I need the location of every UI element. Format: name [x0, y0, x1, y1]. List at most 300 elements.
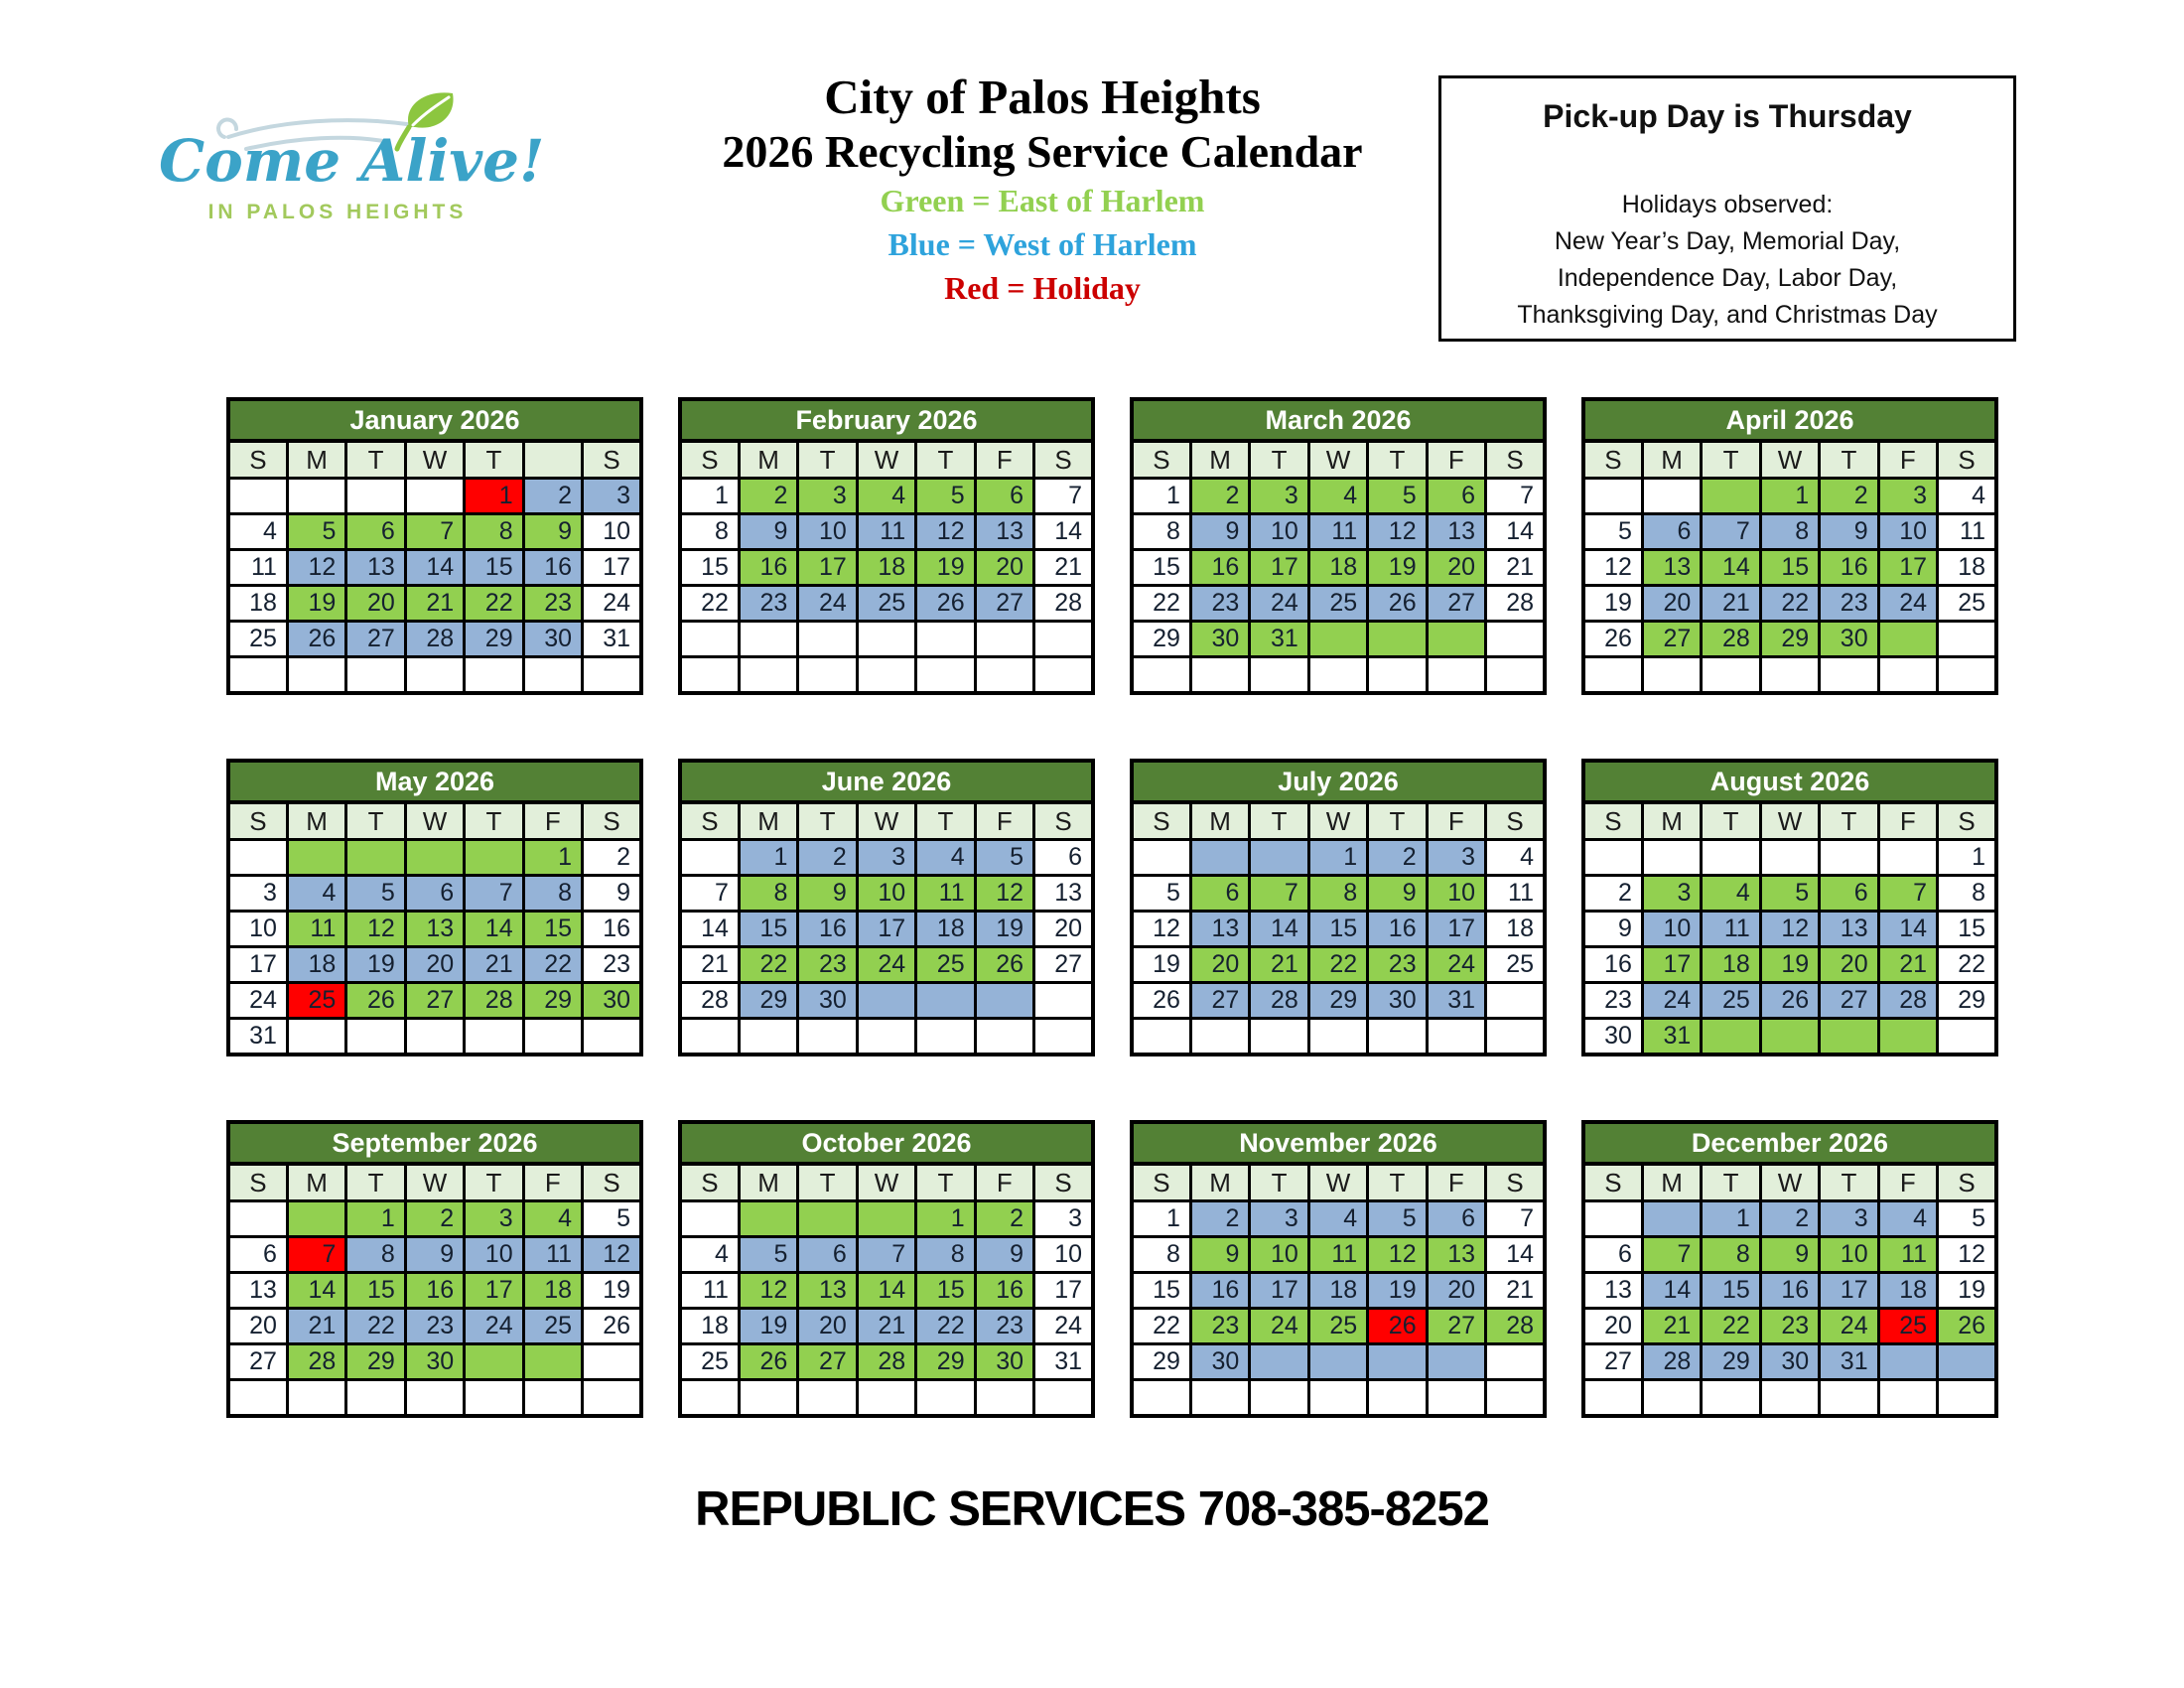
- day-cell-empty: [857, 622, 915, 657]
- weekday-header: [523, 441, 582, 479]
- day-cell-empty: [523, 1380, 582, 1417]
- day-cell-2: 2: [975, 1201, 1033, 1237]
- weekday-header: S: [1486, 1164, 1545, 1201]
- day-cell-23: 23: [1583, 983, 1642, 1019]
- week-row: [1583, 622, 1996, 657]
- day-cell-23: 23: [405, 1309, 464, 1344]
- day-cell-24: 24: [1034, 1309, 1093, 1344]
- week-row: [1132, 1309, 1545, 1344]
- day-cell-5: 5: [1583, 514, 1642, 550]
- day-cell-empty: [739, 1201, 797, 1237]
- day-cell-14: 14: [1486, 1237, 1545, 1273]
- day-cell-empty: [1368, 1019, 1427, 1055]
- day-cell-empty: [1878, 1380, 1937, 1417]
- day-cell-26: 26: [1760, 983, 1819, 1019]
- day-cell-7: 7: [1250, 876, 1308, 912]
- day-cell-11: 11: [523, 1237, 582, 1273]
- day-cell-11: 11: [680, 1273, 739, 1309]
- day-cell-12: 12: [1132, 912, 1190, 947]
- day-cell-empty: [975, 657, 1033, 694]
- day-cell-13: 13: [798, 1273, 857, 1309]
- month-february: [678, 397, 1095, 695]
- weekday-header: W: [1760, 1164, 1819, 1201]
- day-cell-10: 10: [798, 514, 857, 550]
- day-cell-empty: [1702, 840, 1760, 876]
- day-cell-empty: [523, 657, 582, 694]
- day-cell-empty: [680, 1201, 739, 1237]
- day-cell-19: 19: [975, 912, 1033, 947]
- day-cell-4: 4: [916, 840, 975, 876]
- day-cell-empty: [1034, 983, 1093, 1019]
- day-cell-empty: [1368, 1344, 1427, 1380]
- week-row: [1583, 983, 1996, 1019]
- day-cell-empty: [287, 1019, 345, 1055]
- month-title: July 2026: [1130, 759, 1547, 800]
- day-cell-21: 21: [1250, 947, 1308, 983]
- day-cell-10: 10: [1820, 1237, 1878, 1273]
- day-cell-7: 7: [405, 514, 464, 550]
- weekday-header: T: [916, 802, 975, 840]
- day-cell-25: 25: [287, 983, 345, 1019]
- day-cell-22: 22: [1702, 1309, 1760, 1344]
- day-cell-9: 9: [1190, 514, 1249, 550]
- day-cell-empty: [1583, 1380, 1642, 1417]
- week-row: [680, 586, 1093, 622]
- month-table: [1581, 439, 1998, 695]
- title-block: [635, 70, 1449, 310]
- week-row: [1132, 1344, 1545, 1380]
- day-cell-empty: [1878, 622, 1937, 657]
- day-cell-1: 1: [1702, 1201, 1760, 1237]
- day-cell-empty: [1427, 622, 1485, 657]
- day-cell-4: 4: [1938, 479, 1996, 514]
- weekday-header: S: [1132, 1164, 1190, 1201]
- holidays-observed-text: [1441, 187, 2013, 334]
- day-cell-1: 1: [680, 479, 739, 514]
- day-cell-29: 29: [465, 622, 523, 657]
- day-cell-10: 10: [583, 514, 641, 550]
- week-row: [1132, 514, 1545, 550]
- week-row: [680, 912, 1093, 947]
- day-cell-empty: [1034, 1380, 1093, 1417]
- day-cell-9: 9: [1583, 912, 1642, 947]
- day-cell-empty: [1583, 657, 1642, 694]
- weekday-header: S: [1034, 1164, 1093, 1201]
- day-cell-empty: [798, 657, 857, 694]
- day-cell-20: 20: [228, 1309, 287, 1344]
- day-cell-6: 6: [346, 514, 405, 550]
- day-cell-7: 7: [465, 876, 523, 912]
- day-cell-22: 22: [916, 1309, 975, 1344]
- day-cell-10: 10: [1427, 876, 1485, 912]
- weekday-header: T: [1368, 441, 1427, 479]
- day-cell-20: 20: [1190, 947, 1249, 983]
- day-cell-12: 12: [739, 1273, 797, 1309]
- day-cell-30: 30: [523, 622, 582, 657]
- weekday-header: S: [1938, 1164, 1996, 1201]
- day-cell-15: 15: [1702, 1273, 1760, 1309]
- day-cell-empty: [1938, 1380, 1996, 1417]
- day-cell-8: 8: [1938, 876, 1996, 912]
- day-cell-empty: [680, 1380, 739, 1417]
- day-cell-3: 3: [1034, 1201, 1093, 1237]
- day-cell-empty: [1702, 479, 1760, 514]
- day-cell-empty: [857, 983, 915, 1019]
- week-row: [228, 550, 641, 586]
- day-cell-17: 17: [1878, 550, 1937, 586]
- week-row: [680, 947, 1093, 983]
- day-cell-empty: [583, 1380, 641, 1417]
- day-cell-11: 11: [1878, 1237, 1937, 1273]
- day-cell-empty: [1760, 657, 1819, 694]
- day-cell-empty: [680, 840, 739, 876]
- weekday-header: T: [1820, 441, 1878, 479]
- day-cell-empty: [1702, 1019, 1760, 1055]
- week-row: [1583, 657, 1996, 694]
- weekday-header: T: [346, 802, 405, 840]
- day-cell-empty: [916, 1380, 975, 1417]
- day-cell-30: 30: [798, 983, 857, 1019]
- day-cell-15: 15: [523, 912, 582, 947]
- day-cell-8: 8: [916, 1237, 975, 1273]
- month-title: March 2026: [1130, 397, 1547, 439]
- day-cell-empty: [1486, 1019, 1545, 1055]
- day-cell-empty: [405, 1019, 464, 1055]
- weekday-header: W: [1308, 802, 1367, 840]
- day-cell-23: 23: [1190, 1309, 1249, 1344]
- day-cell-26: 26: [975, 947, 1033, 983]
- month-title: December 2026: [1581, 1120, 1998, 1162]
- day-cell-28: 28: [1034, 586, 1093, 622]
- day-cell-empty: [1642, 1380, 1701, 1417]
- day-cell-27: 27: [798, 1344, 857, 1380]
- day-cell-21: 21: [1034, 550, 1093, 586]
- day-cell-23: 23: [1368, 947, 1427, 983]
- day-cell-24: 24: [1250, 1309, 1308, 1344]
- day-cell-6: 6: [1583, 1237, 1642, 1273]
- day-cell-19: 19: [1368, 550, 1427, 586]
- day-cell-empty: [975, 983, 1033, 1019]
- color-legend: [635, 179, 1449, 310]
- day-cell-empty: [583, 1019, 641, 1055]
- day-cell-17: 17: [1250, 550, 1308, 586]
- day-cell-19: 19: [1583, 586, 1642, 622]
- week-row: [1583, 912, 1996, 947]
- day-cell-10: 10: [1250, 1237, 1308, 1273]
- day-cell-28: 28: [1702, 622, 1760, 657]
- day-cell-empty: [1938, 657, 1996, 694]
- day-cell-14: 14: [1642, 1273, 1701, 1309]
- day-cell-empty: [1132, 657, 1190, 694]
- day-cell-18: 18: [1308, 550, 1367, 586]
- day-cell-13: 13: [1583, 1273, 1642, 1309]
- day-cell-9: 9: [1190, 1237, 1249, 1273]
- day-cell-29: 29: [1938, 983, 1996, 1019]
- day-cell-29: 29: [1132, 622, 1190, 657]
- day-cell-24: 24: [583, 586, 641, 622]
- day-cell-empty: [1642, 840, 1701, 876]
- day-cell-empty: [1878, 1019, 1937, 1055]
- day-cell-9: 9: [1760, 1237, 1819, 1273]
- day-cell-23: 23: [1820, 586, 1878, 622]
- week-row: [1132, 1273, 1545, 1309]
- day-cell-26: 26: [739, 1344, 797, 1380]
- day-cell-7: 7: [1034, 479, 1093, 514]
- weekday-header: F: [523, 802, 582, 840]
- day-cell-30: 30: [1190, 622, 1249, 657]
- day-cell-empty: [1702, 657, 1760, 694]
- day-cell-2: 2: [583, 840, 641, 876]
- day-cell-2: 2: [1368, 840, 1427, 876]
- week-row: [228, 840, 641, 876]
- day-cell-10: 10: [1034, 1237, 1093, 1273]
- month-november: [1130, 1120, 1547, 1418]
- week-row: [228, 657, 641, 694]
- day-cell-11: 11: [287, 912, 345, 947]
- day-cell-18: 18: [287, 947, 345, 983]
- day-cell-23: 23: [523, 586, 582, 622]
- week-row: [228, 1237, 641, 1273]
- weekday-header: W: [1308, 1164, 1367, 1201]
- day-cell-1: 1: [1132, 479, 1190, 514]
- day-cell-empty: [465, 1344, 523, 1380]
- day-cell-27: 27: [346, 622, 405, 657]
- day-cell-8: 8: [1760, 514, 1819, 550]
- day-cell-14: 14: [1250, 912, 1308, 947]
- day-cell-25: 25: [523, 1309, 582, 1344]
- weekday-header: S: [680, 1164, 739, 1201]
- day-cell-empty: [405, 657, 464, 694]
- month-october: [678, 1120, 1095, 1418]
- day-cell-28: 28: [405, 622, 464, 657]
- day-cell-empty: [1642, 657, 1701, 694]
- day-cell-16: 16: [523, 550, 582, 586]
- day-cell-27: 27: [1583, 1344, 1642, 1380]
- day-cell-20: 20: [1427, 1273, 1485, 1309]
- weekday-header: M: [1642, 802, 1701, 840]
- week-row: [228, 586, 641, 622]
- week-row: [228, 1273, 641, 1309]
- month-table: [1130, 800, 1547, 1056]
- day-cell-empty: [739, 657, 797, 694]
- day-cell-14: 14: [1878, 912, 1937, 947]
- day-cell-5: 5: [1938, 1201, 1996, 1237]
- weekday-header: F: [523, 1164, 582, 1201]
- day-cell-3: 3: [1878, 479, 1937, 514]
- weekday-header: M: [739, 802, 797, 840]
- day-cell-4: 4: [1308, 479, 1367, 514]
- day-cell-1: 1: [1760, 479, 1819, 514]
- day-cell-empty: [1938, 622, 1996, 657]
- day-cell-17: 17: [465, 1273, 523, 1309]
- day-cell-28: 28: [287, 1344, 345, 1380]
- day-cell-28: 28: [1486, 586, 1545, 622]
- day-cell-empty: [680, 657, 739, 694]
- day-cell-empty: [1250, 1380, 1308, 1417]
- day-cell-6: 6: [228, 1237, 287, 1273]
- day-cell-28: 28: [465, 983, 523, 1019]
- week-row: [680, 1019, 1093, 1055]
- day-cell-16: 16: [1760, 1273, 1819, 1309]
- day-cell-10: 10: [1878, 514, 1937, 550]
- month-july: [1130, 759, 1547, 1056]
- day-cell-30: 30: [975, 1344, 1033, 1380]
- day-cell-28: 28: [1250, 983, 1308, 1019]
- day-cell-12: 12: [916, 514, 975, 550]
- day-cell-22: 22: [1132, 1309, 1190, 1344]
- day-cell-7: 7: [1702, 514, 1760, 550]
- day-cell-31: 31: [1034, 1344, 1093, 1380]
- day-cell-29: 29: [1308, 983, 1367, 1019]
- day-cell-11: 11: [1938, 514, 1996, 550]
- month-table: [678, 1162, 1095, 1418]
- day-cell-15: 15: [1132, 1273, 1190, 1309]
- day-cell-5: 5: [583, 1201, 641, 1237]
- day-cell-3: 3: [1642, 876, 1701, 912]
- day-cell-13: 13: [1427, 514, 1485, 550]
- month-june: [678, 759, 1095, 1056]
- day-cell-2: 2: [1820, 479, 1878, 514]
- day-cell-22: 22: [346, 1309, 405, 1344]
- day-cell-empty: [1878, 1344, 1937, 1380]
- weekday-header: T: [1702, 441, 1760, 479]
- day-cell-empty: [1938, 1019, 1996, 1055]
- week-row: [228, 983, 641, 1019]
- day-cell-18: 18: [1486, 912, 1545, 947]
- day-cell-empty: [1368, 657, 1427, 694]
- day-cell-empty: [405, 479, 464, 514]
- day-cell-12: 12: [1938, 1237, 1996, 1273]
- day-cell-2: 2: [1190, 479, 1249, 514]
- day-cell-1: 1: [1132, 1201, 1190, 1237]
- weekday-header: F: [1427, 441, 1485, 479]
- day-cell-3: 3: [1427, 840, 1485, 876]
- weekday-header: W: [405, 802, 464, 840]
- day-cell-25: 25: [1702, 983, 1760, 1019]
- day-cell-30: 30: [1760, 1344, 1819, 1380]
- day-cell-empty: [1308, 1019, 1367, 1055]
- weekday-header: F: [975, 802, 1033, 840]
- day-cell-27: 27: [405, 983, 464, 1019]
- week-row: [680, 657, 1093, 694]
- week-row: [228, 514, 641, 550]
- month-table: [1581, 800, 1998, 1056]
- day-cell-empty: [1427, 657, 1485, 694]
- week-row: [1583, 514, 1996, 550]
- republic-services-footer: REPUBLIC SERVICES 708-385-8252: [695, 1482, 1489, 1536]
- day-cell-4: 4: [857, 479, 915, 514]
- week-row: [228, 876, 641, 912]
- day-cell-29: 29: [1702, 1344, 1760, 1380]
- day-cell-6: 6: [405, 876, 464, 912]
- day-cell-empty: [1702, 1380, 1760, 1417]
- month-table: [1581, 1162, 1998, 1418]
- day-cell-25: 25: [1878, 1309, 1937, 1344]
- day-cell-empty: [346, 840, 405, 876]
- day-cell-15: 15: [346, 1273, 405, 1309]
- day-cell-11: 11: [1308, 514, 1367, 550]
- weekday-header: S: [1938, 802, 1996, 840]
- day-cell-empty: [916, 983, 975, 1019]
- weekday-header: M: [1190, 802, 1249, 840]
- day-cell-26: 26: [916, 586, 975, 622]
- weekday-header: S: [228, 802, 287, 840]
- weekday-header: S: [1583, 802, 1642, 840]
- day-cell-4: 4: [1878, 1201, 1937, 1237]
- day-cell-21: 21: [1486, 1273, 1545, 1309]
- day-cell-1: 1: [1308, 840, 1367, 876]
- day-cell-17: 17: [857, 912, 915, 947]
- day-cell-9: 9: [523, 514, 582, 550]
- day-cell-17: 17: [228, 947, 287, 983]
- week-row: [1583, 1309, 1996, 1344]
- week-row: [1132, 657, 1545, 694]
- day-cell-16: 16: [1190, 550, 1249, 586]
- day-cell-12: 12: [1368, 1237, 1427, 1273]
- day-cell-2: 2: [1583, 876, 1642, 912]
- week-row: [228, 479, 641, 514]
- week-row: [680, 1309, 1093, 1344]
- day-cell-empty: [1427, 1380, 1485, 1417]
- day-cell-26: 26: [1368, 586, 1427, 622]
- day-cell-22: 22: [1132, 586, 1190, 622]
- month-table: [226, 439, 643, 695]
- day-cell-19: 19: [1368, 1273, 1427, 1309]
- day-cell-empty: [798, 1380, 857, 1417]
- day-cell-25: 25: [1938, 586, 1996, 622]
- day-cell-21: 21: [287, 1309, 345, 1344]
- week-row: [228, 1380, 641, 1417]
- day-cell-empty: [857, 1019, 915, 1055]
- day-cell-2: 2: [1760, 1201, 1819, 1237]
- day-cell-11: 11: [916, 876, 975, 912]
- day-cell-18: 18: [1878, 1273, 1937, 1309]
- week-row: [1583, 876, 1996, 912]
- day-cell-empty: [287, 657, 345, 694]
- week-row: [1583, 1273, 1996, 1309]
- week-row: [228, 1309, 641, 1344]
- day-cell-21: 21: [1878, 947, 1937, 983]
- day-cell-2: 2: [798, 840, 857, 876]
- month-march: [1130, 397, 1547, 695]
- day-cell-31: 31: [1642, 1019, 1701, 1055]
- legend-line: Red = Holiday: [944, 270, 1141, 306]
- day-cell-29: 29: [916, 1344, 975, 1380]
- day-cell-4: 4: [680, 1237, 739, 1273]
- weekday-header: T: [798, 1164, 857, 1201]
- day-cell-empty: [1250, 1344, 1308, 1380]
- day-cell-13: 13: [1190, 912, 1249, 947]
- day-cell-27: 27: [1427, 586, 1485, 622]
- week-row: [1583, 479, 1996, 514]
- day-cell-19: 19: [739, 1309, 797, 1344]
- day-cell-3: 3: [1250, 1201, 1308, 1237]
- week-row: [228, 912, 641, 947]
- day-cell-24: 24: [1642, 983, 1701, 1019]
- weekday-header: F: [1878, 441, 1937, 479]
- week-row: [1132, 947, 1545, 983]
- month-table: [226, 800, 643, 1056]
- weekday-header: S: [1486, 802, 1545, 840]
- day-cell-30: 30: [1190, 1344, 1249, 1380]
- month-title: October 2026: [678, 1120, 1095, 1162]
- day-cell-10: 10: [228, 912, 287, 947]
- month-title: February 2026: [678, 397, 1095, 439]
- day-cell-empty: [1034, 657, 1093, 694]
- day-cell-15: 15: [916, 1273, 975, 1309]
- day-cell-empty: [287, 1201, 345, 1237]
- day-cell-22: 22: [1938, 947, 1996, 983]
